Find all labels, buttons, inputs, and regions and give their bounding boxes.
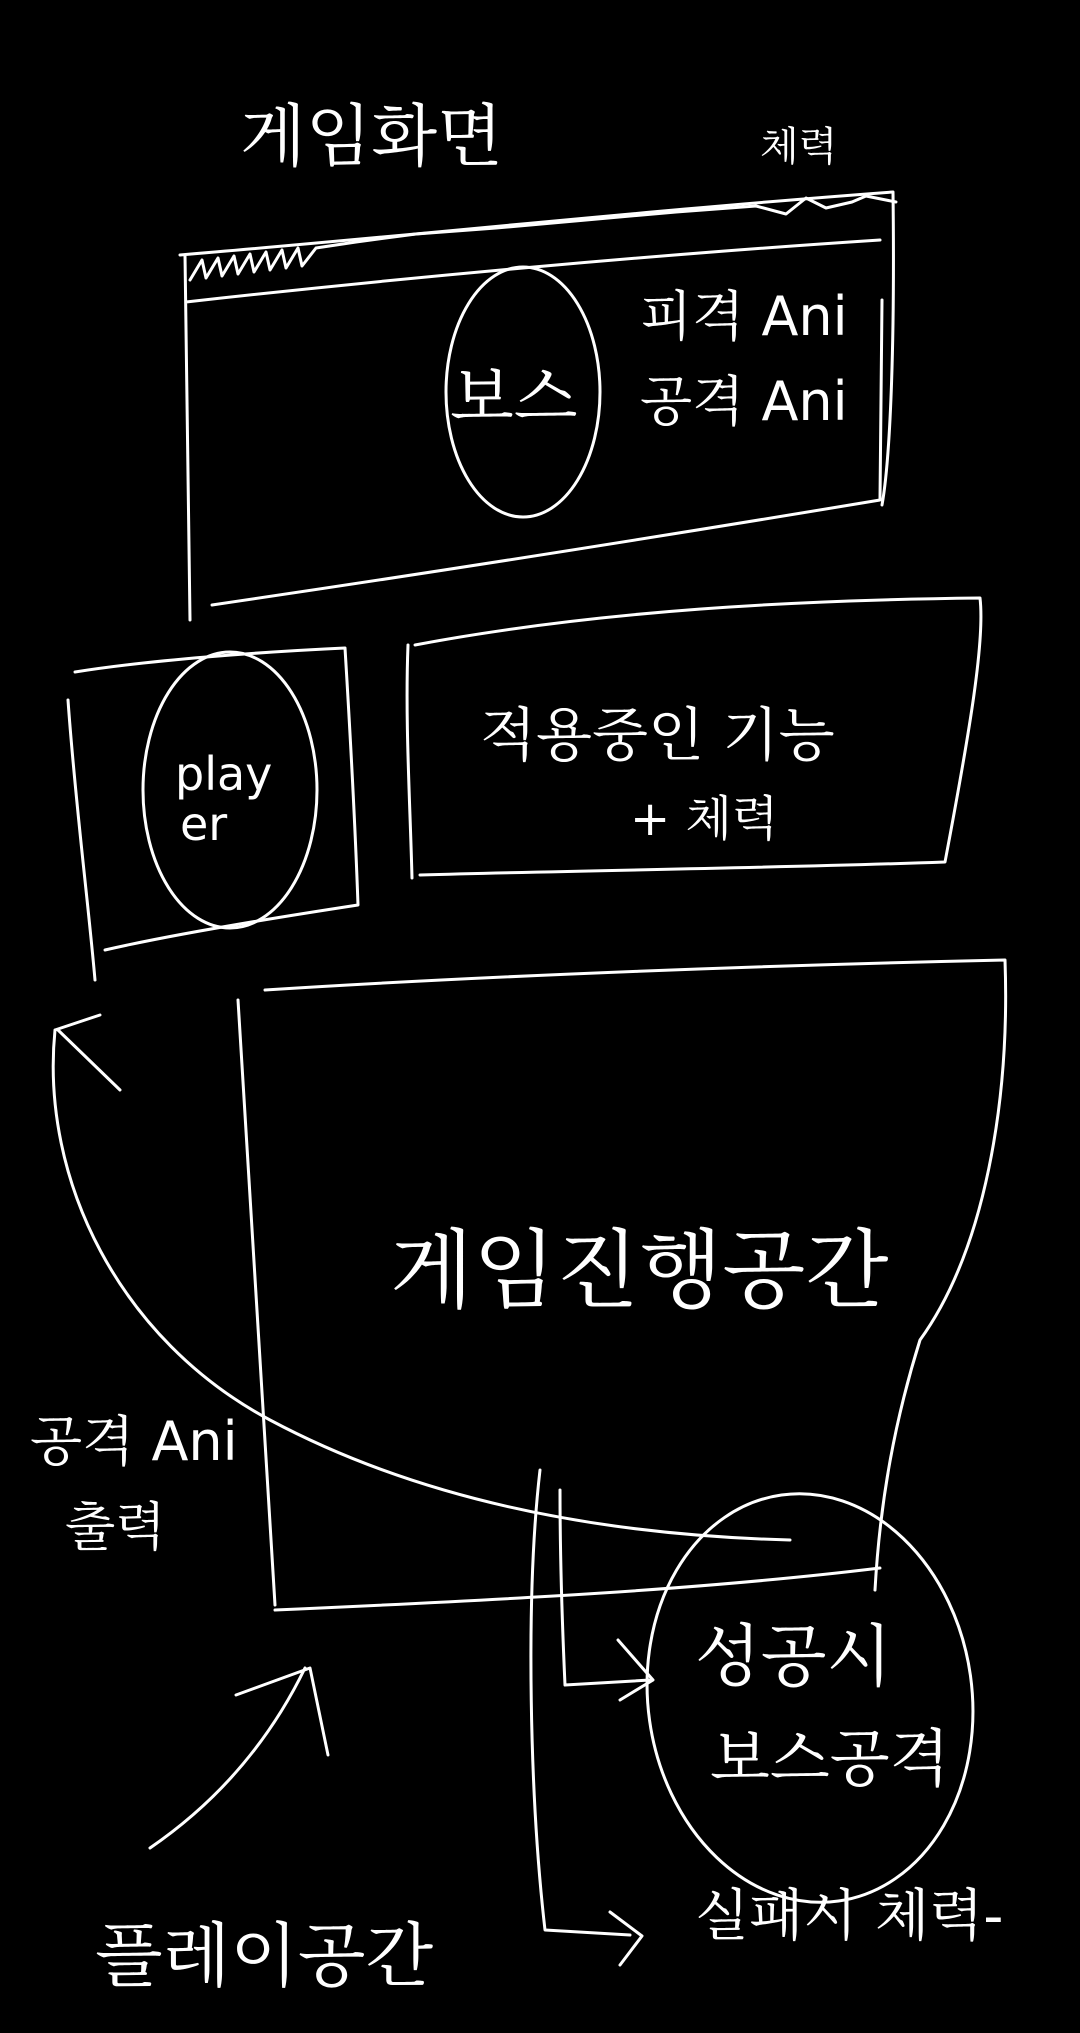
ability-label-line2: + 체력	[630, 791, 779, 847]
player-label-line2: er	[180, 797, 228, 851]
play-space-label: 플레이공간	[95, 1915, 434, 1997]
boss-attack-anim-label: 공격 Ani	[640, 370, 848, 433]
attack-anim-output-line2: 출력	[65, 1498, 166, 1558]
attack-anim-output-line1: 공격 Ani	[30, 1410, 238, 1473]
game-area-label: 게임진행공간	[390, 1221, 889, 1321]
boss-label: 보스	[450, 359, 578, 436]
boss-hp-label: 체력	[760, 124, 838, 170]
player-panel	[68, 648, 358, 980]
ability-label-line1: 적용중인 기능	[480, 701, 835, 769]
boss-hit-anim-label: 피격 Ani	[640, 285, 848, 348]
success-circle	[621, 1472, 999, 1923]
failure-label: 실패시 체력-	[695, 1884, 1004, 1949]
boss-panel	[180, 124, 896, 620]
game-area	[238, 960, 1006, 1610]
screen-title: 게임화면	[240, 98, 503, 177]
success-label-line2: 보스공격	[710, 1722, 950, 1795]
player-label-line1: play	[175, 747, 273, 801]
play-space-arrow	[150, 1668, 328, 1848]
success-label-line1: 성공시	[695, 1618, 893, 1697]
ability-panel	[407, 598, 981, 878]
branch-line	[531, 1470, 653, 1965]
